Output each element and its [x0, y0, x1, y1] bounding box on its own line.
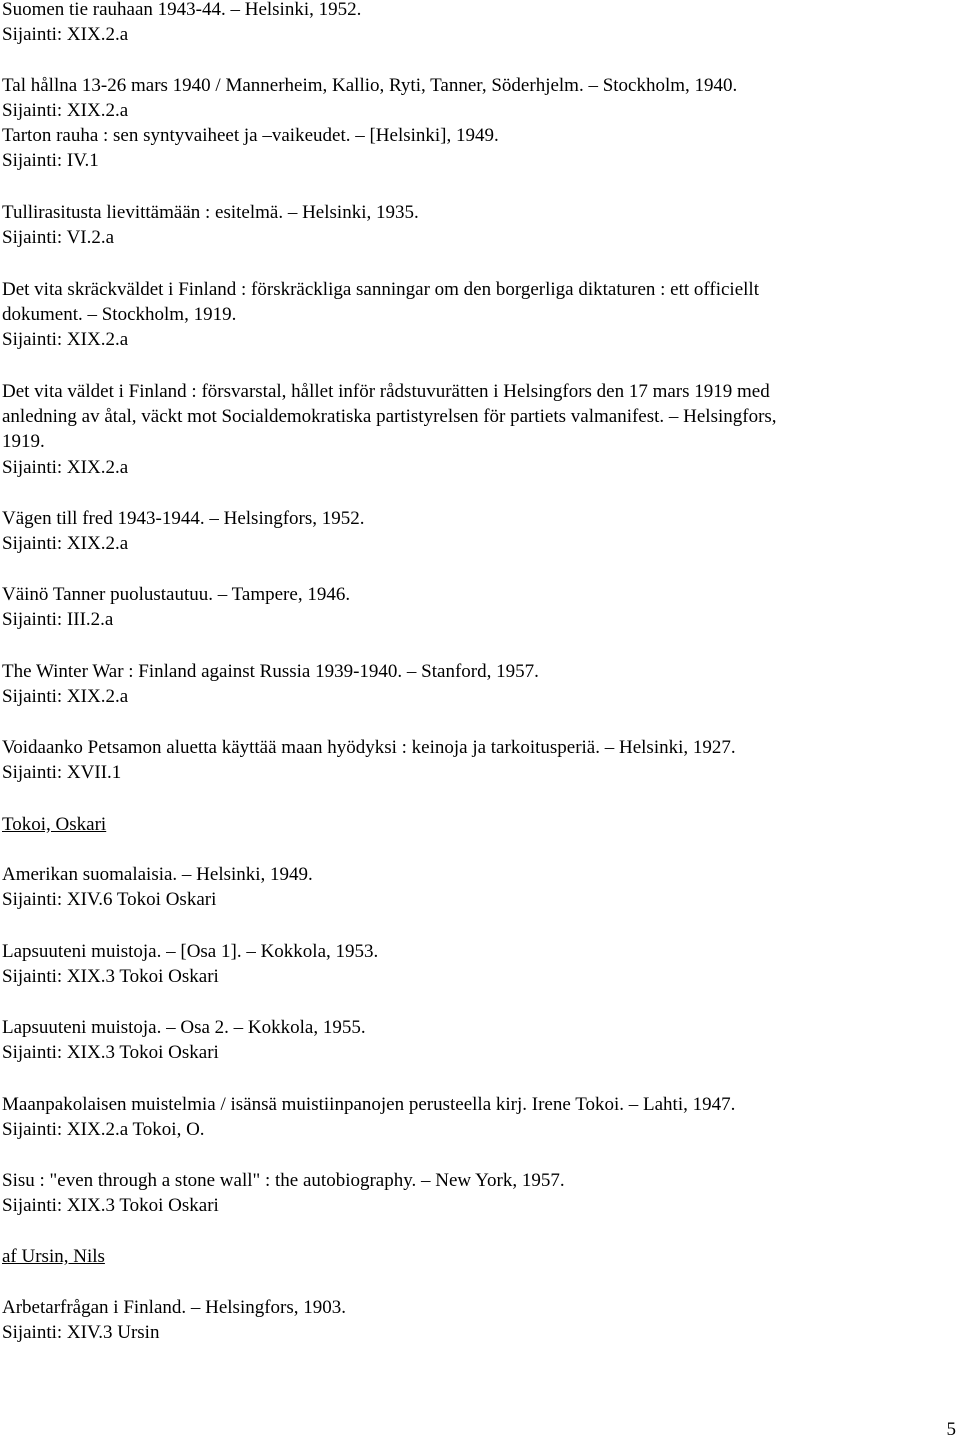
- author-heading-tokoi[interactable]: Tokoi, Oskari: [2, 814, 107, 835]
- author-heading-ursin[interactable]: af Ursin, Nils: [2, 1246, 105, 1267]
- entry-location: Sijainti: XIX.2.a: [2, 24, 129, 45]
- entry-location: Sijainti: XIX.2.a Tokoi, O.: [2, 1119, 205, 1140]
- entry-location: Sijainti: IV.1: [2, 150, 99, 171]
- entry-title: Väinö Tanner puolustautuu. – Tampere, 1946.: [2, 584, 351, 605]
- entry-title-line: 1919.: [2, 431, 45, 452]
- entry-title: Amerikan suomalaisia. – Helsinki, 1949.: [2, 864, 313, 885]
- entry-title-line: Det vita skräckväldet i Finland : förskräckliga sanningar om den borgerliga diktaturen : ett officiellt: [2, 279, 759, 300]
- entry-location: Sijainti: XIX.3 Tokoi Oskari: [2, 966, 219, 987]
- entry-title: The Winter War : Finland against Russia 1939-1940. – Stanford, 1957.: [2, 661, 539, 682]
- entry-title: Arbetarfrågan i Finland. – Helsingfors, 1903.: [2, 1297, 347, 1318]
- entry-title-line: Det vita väldet i Finland : försvarstal, hållet inför rådstuvurätten i Helsingfors den 17 mars 1919 med: [2, 381, 770, 402]
- entry-title: Tarton rauha : sen syntyvaiheet ja –vaikeudet. – [Helsinki], 1949.: [2, 125, 499, 146]
- entry-location: Sijainti: XIV.6 Tokoi Oskari: [2, 889, 217, 910]
- entry-location: Sijainti: XIV.3 Ursin: [2, 1322, 160, 1343]
- entry-title: Vägen till fred 1943-1944. – Helsingfors, 1952.: [2, 508, 365, 529]
- entry-location: Sijainti: VI.2.a: [2, 227, 115, 248]
- entry-location: Sijainti: XIX.2.a: [2, 457, 129, 478]
- entry-location: Sijainti: XIX.2.a: [2, 329, 129, 350]
- entry-location: Sijainti: XIX.3 Tokoi Oskari: [2, 1042, 219, 1063]
- entry-location: Sijainti: XIX.2.a: [2, 100, 129, 121]
- entry-location: Sijainti: XIX.3 Tokoi Oskari: [2, 1195, 219, 1216]
- entry-title: Voidaanko Petsamon aluetta käyttää maan hyödyksi : keinoja ja tarkoitusperiä. – Helsinki, 1927.: [2, 737, 736, 758]
- entry-location: Sijainti: III.2.a: [2, 609, 114, 630]
- entry-location: Sijainti: XIX.2.a: [2, 533, 129, 554]
- entry-title: Suomen tie rauhaan 1943-44. – Helsinki, 1952.: [2, 0, 362, 20]
- entry-title: Tal hållna 13-26 mars 1940 / Mannerheim, Kallio, Ryti, Tanner, Söderhjelm. – Stockholm, 1940.: [2, 75, 738, 96]
- entry-title: Tullirasitusta lievittämään : esitelmä. – Helsinki, 1935.: [2, 202, 419, 223]
- entry-title-line: anledning av åtal, väckt mot Socialdemokratiska partistyrelsen för partiets valmanifest. – Helsingfors,: [2, 406, 777, 427]
- entry-title: Lapsuuteni muistoja. – [Osa 1]. – Kokkola, 1953.: [2, 941, 379, 962]
- entry-title: Maanpakolaisen muistelmia / isänsä muistiinpanojen perusteella kirj. Irene Tokoi. – Lahti, 1947.: [2, 1094, 736, 1115]
- entry-title-line: dokument. – Stockholm, 1919.: [2, 304, 237, 325]
- page-number: 5: [946, 1419, 956, 1440]
- entry-location: Sijainti: XVII.1: [2, 762, 122, 783]
- entry-title: Lapsuuteni muistoja. – Osa 2. – Kokkola, 1955.: [2, 1017, 366, 1038]
- entry-title: Sisu : "even through a stone wall" : the autobiography. – New York, 1957.: [2, 1170, 565, 1191]
- entry-location: Sijainti: XIX.2.a: [2, 686, 129, 707]
